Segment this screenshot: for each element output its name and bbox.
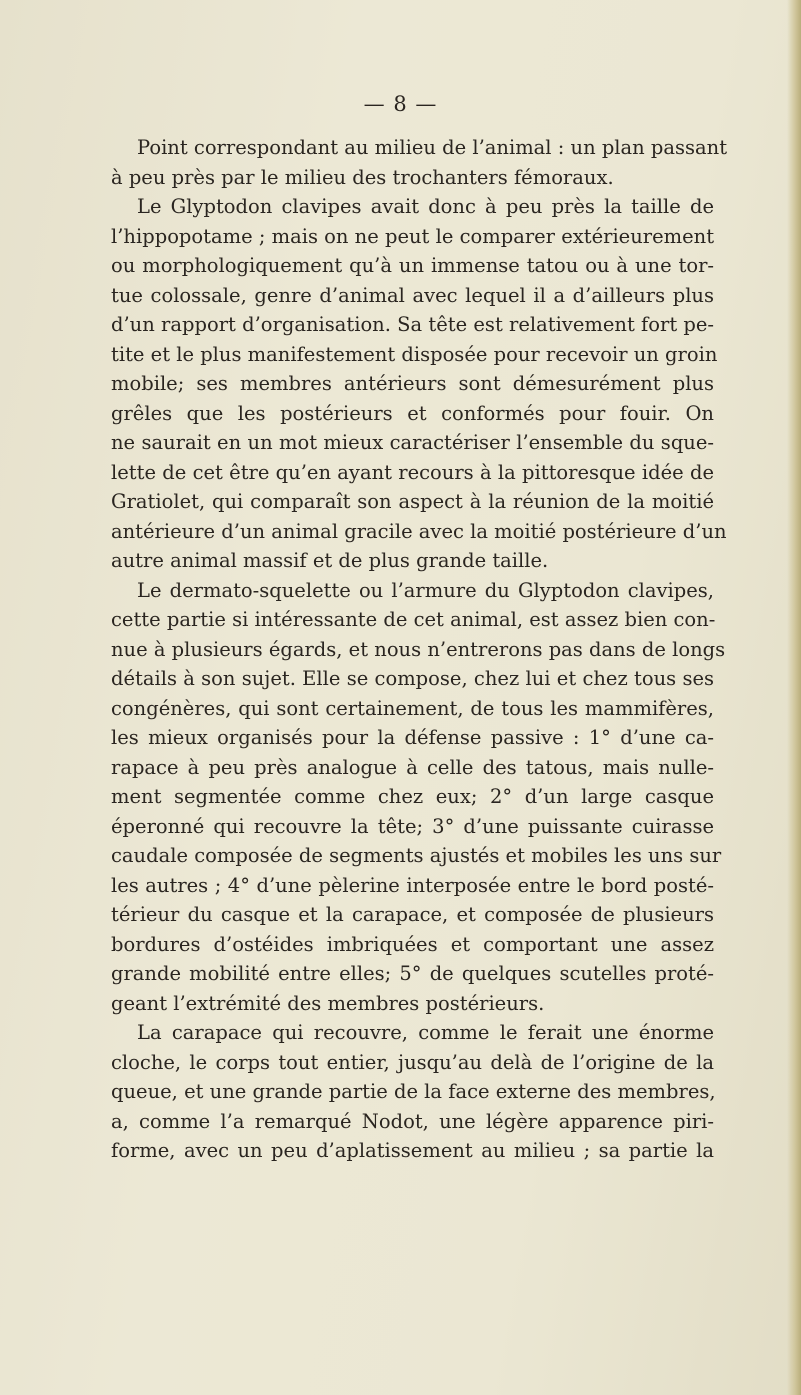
text-line: Le Glyptodon clavipes avait donc à peu près la taille de [137,195,714,218]
text-line: antérieure d’un animal gracile avec la moitié postérieure d’un [111,519,727,543]
text-line: grêles que les postérieurs et conformés pour fouir. On [111,401,714,425]
text-line: Point correspondant au milieu de l’animal : un plan passant [137,136,728,159]
text-line: Le dermato-squelette ou l’armure du Glyptodon clavipes, [137,578,714,602]
text-line: à peu près par le milieu des trochanters fémoraux. [111,165,614,189]
text-line: tue colossale, genre d’animal avec lequel il a d’ailleurs plus [111,283,714,307]
text-line: cette partie si intéressante de cet animal, est assez bien con- [111,608,716,631]
body-text [111,133,728,1166]
text-line: cloche, le corps tout entier, jusqu’au delà de l’origine de la [111,1050,714,1074]
text-line: bordures d’ostéides imbriquées et comportant une assez [111,932,714,956]
text-line: les autres ; 4° d’une pèlerine interposée entre le bord posté- [111,873,714,897]
text-line: grande mobilité entre elles; 5° de quelques scutelles proté- [111,962,714,985]
text-line: ou morphologiquement qu’à un immense tatou ou à une tor- [111,254,714,277]
text-line: ment segmentée comme chez eux; 2° d’un large casque [111,785,714,808]
text-line: tite et le plus manifestement disposée pour recevoir un groin [111,342,718,366]
text-line: autre animal massif et de plus grande taille. [111,549,549,572]
text-line: a, comme l’a remarqué Nodot, une légère apparence piri- [111,1109,714,1133]
page-edge-shadow [787,0,801,1395]
text-line: forme, avec un peu d’aplatissement au milieu ; sa partie la [111,1139,714,1162]
text-line: lette de cet être qu’en ayant recours à la pittoresque idée de [111,460,714,484]
text-line: geant l’extrémité des membres postérieurs. [111,991,545,1015]
text-line: ne saurait en un mot mieux caractériser l’ensemble du sque- [111,431,714,454]
text-line: rapace à peu près analogue à celle des tatous, mais nulle- [111,755,714,779]
text-line: nue à plusieurs égards, et nous n’entrerons pas dans de longs [111,637,726,661]
text-line: l’hippopotame ; mais on ne peut le comparer extérieurement [111,224,715,248]
text-line: congénères, qui sont certainement, de tous les mammifères, [111,696,714,720]
text-line: éperonné qui recouvre la tête; 3° d’une puissante cuirasse [111,814,714,838]
text-line: d’un rapport d’organisation. Sa tête est relativement fort pe- [111,313,714,336]
text-line: Gratiolet, qui comparaît son aspect à la réunion de la moitié [111,490,714,513]
text-line: mobile; ses membres antérieurs sont démesurément plus [111,372,714,395]
text-line: queue, et une grande partie de la face externe des membres, [111,1080,716,1103]
page-number: — 8 — [363,92,438,116]
text-line: La carapace qui recouvre, comme le ferait une énorme [137,1021,714,1044]
text-line: caudale composée de segments ajustés et mobiles les uns sur [111,844,722,867]
text-line: détails à son sujet. Elle se compose, chez lui et chez tous ses [111,667,714,690]
text-line: térieur du casque et la carapace, et composée de plusieurs [111,903,714,926]
text-line: les mieux organisés pour la défense passive : 1° d’une ca- [111,726,714,749]
